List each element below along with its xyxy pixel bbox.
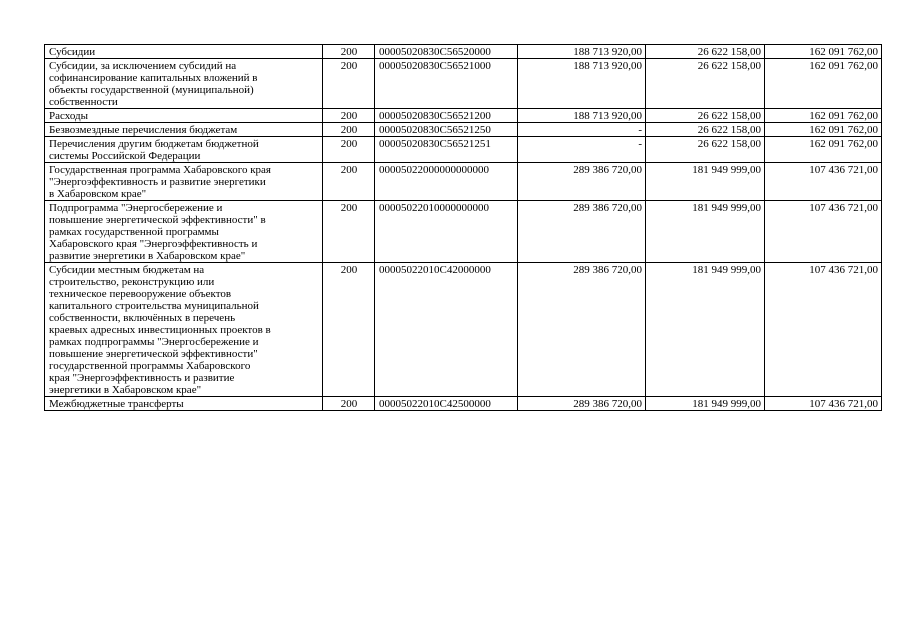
table-row	[45, 109, 882, 123]
line-code-cell	[323, 201, 375, 263]
line-code-cell	[323, 123, 375, 137]
assigned-amount-text: 289 386 720,00	[573, 202, 642, 214]
line-code-cell	[323, 263, 375, 397]
line-code-text: 200	[340, 264, 358, 276]
executed-amount-cell	[646, 45, 765, 59]
remaining-amount-cell	[765, 45, 882, 59]
line-code-cell	[323, 163, 375, 201]
executed-amount-text: 181 949 999,00	[692, 264, 761, 276]
executed-amount-text: 26 622 158,00	[697, 124, 761, 136]
expense-name-text: Подпрограмма "Энергосбережение и повышение энергетической эффективности" в рамках государственной программы Хабаровского края "Энергоэффективность и развитие энергетики в Хабаровском крае"	[49, 202, 266, 262]
assigned-amount-cell	[518, 45, 646, 59]
remaining-amount-cell	[765, 123, 882, 137]
table-row	[45, 201, 882, 263]
line-code-text: 200	[340, 138, 358, 150]
table-row	[45, 263, 882, 397]
assigned-amount-text: 289 386 720,00	[573, 398, 642, 410]
line-code-text: 200	[340, 202, 358, 214]
remaining-amount-text: 162 091 762,00	[809, 110, 878, 122]
classification-code-cell	[375, 201, 518, 263]
remaining-amount-cell	[765, 201, 882, 263]
classification-code-cell	[375, 123, 518, 137]
line-code-text: 200	[340, 46, 358, 58]
line-code-text: 200	[340, 110, 358, 122]
classification-code-text: 00005020830С56521250	[379, 124, 491, 136]
expense-name-text: Расходы	[49, 110, 88, 122]
expense-name-cell	[45, 163, 323, 201]
executed-amount-cell	[646, 123, 765, 137]
classification-code-text: 00005022010С42500000	[379, 398, 491, 410]
classification-code-text: 00005020830С56521251	[379, 138, 491, 150]
executed-amount-text: 26 622 158,00	[697, 46, 761, 58]
expense-name-text: Субсидии местным бюджетам на строительство, реконструкцию или техническое перевооружение объектов капитального строительства муниципальной собственности, включённых в перечень краевых адресных инвестиционных проектов в рамках подпрограммы "Энергосбережение и повышение энергетической эффективности" государственной программы Хабаровского края "Энергоэффективность и развитие энергетики в Хабаровском крае"	[49, 264, 271, 396]
expense-name-text: Перечисления другим бюджетам бюджетной системы Российской Федерации	[49, 138, 259, 162]
table-row	[45, 137, 882, 163]
classification-code-cell	[375, 45, 518, 59]
remaining-amount-cell	[765, 137, 882, 163]
classification-code-cell	[375, 163, 518, 201]
classification-code-text: 00005020830С56521000	[379, 60, 491, 72]
expense-name-text: Межбюджетные трансферты	[49, 398, 184, 410]
expense-name-cell	[45, 263, 323, 397]
line-code-text: 200	[340, 398, 358, 410]
table-row	[45, 45, 882, 59]
expense-name-text: Субсидии, за исключением субсидий на софинансирование капитальных вложений в объекты государственной (муниципальной) собственности	[49, 60, 258, 108]
executed-amount-cell	[646, 201, 765, 263]
remaining-amount-cell	[765, 109, 882, 123]
remaining-amount-cell	[765, 263, 882, 397]
assigned-amount-text: -	[638, 124, 642, 136]
assigned-amount-cell	[518, 123, 646, 137]
assigned-amount-text: -	[638, 138, 642, 150]
classification-code-text: 00005020830С56521200	[379, 110, 491, 122]
remaining-amount-text: 162 091 762,00	[809, 124, 878, 136]
executed-amount-cell	[646, 59, 765, 109]
classification-code-text: 00005022000000000000	[379, 164, 489, 176]
assigned-amount-text: 188 713 920,00	[573, 60, 642, 72]
expense-name-text: Субсидии	[49, 46, 96, 58]
table-row	[45, 59, 882, 109]
assigned-amount-text: 289 386 720,00	[573, 164, 642, 176]
remaining-amount-cell	[765, 59, 882, 109]
assigned-amount-cell	[518, 137, 646, 163]
line-code-cell	[323, 137, 375, 163]
remaining-amount-text: 107 436 721,00	[809, 264, 878, 276]
assigned-amount-cell	[518, 397, 646, 411]
expense-name-cell	[45, 397, 323, 411]
line-code-text: 200	[340, 124, 358, 136]
executed-amount-text: 181 949 999,00	[692, 398, 761, 410]
expense-name-cell	[45, 137, 323, 163]
line-code-cell	[323, 59, 375, 109]
expense-name-cell	[45, 59, 323, 109]
remaining-amount-text: 107 436 721,00	[809, 202, 878, 214]
executed-amount-cell	[646, 137, 765, 163]
remaining-amount-text: 107 436 721,00	[809, 164, 878, 176]
remaining-amount-cell	[765, 397, 882, 411]
executed-amount-cell	[646, 397, 765, 411]
remaining-amount-text: 162 091 762,00	[809, 138, 878, 150]
executed-amount-text: 181 949 999,00	[692, 202, 761, 214]
remaining-amount-text: 162 091 762,00	[809, 46, 878, 58]
assigned-amount-cell	[518, 263, 646, 397]
assigned-amount-cell	[518, 201, 646, 263]
table-row	[45, 123, 882, 137]
executed-amount-cell	[646, 109, 765, 123]
assigned-amount-cell	[518, 109, 646, 123]
expense-name-text: Безвозмездные перечисления бюджетам	[49, 124, 238, 136]
classification-code-cell	[375, 109, 518, 123]
executed-amount-cell	[646, 263, 765, 397]
classification-code-cell	[375, 137, 518, 163]
classification-code-text: 00005020830С56520000	[379, 46, 491, 58]
assigned-amount-cell	[518, 163, 646, 201]
executed-amount-text: 181 949 999,00	[692, 164, 761, 176]
assigned-amount-text: 289 386 720,00	[573, 264, 642, 276]
executed-amount-text: 26 622 158,00	[697, 60, 761, 72]
remaining-amount-text: 162 091 762,00	[809, 60, 878, 72]
expense-name-cell	[45, 201, 323, 263]
table-row	[45, 163, 882, 201]
expense-name-cell	[45, 109, 323, 123]
assigned-amount-cell	[518, 59, 646, 109]
assigned-amount-text: 188 713 920,00	[573, 110, 642, 122]
line-code-cell	[323, 45, 375, 59]
classification-code-text: 00005022010000000000	[379, 202, 489, 214]
executed-amount-cell	[646, 163, 765, 201]
classification-code-text: 00005022010С42000000	[379, 264, 491, 276]
line-code-cell	[323, 109, 375, 123]
executed-amount-text: 26 622 158,00	[697, 110, 761, 122]
expense-name-text: Государственная программа Хабаровского края "Энергоэффективность и развитие энергетики в Хабаровском крае"	[49, 164, 271, 200]
expense-name-cell	[45, 123, 323, 137]
line-code-text: 200	[340, 164, 358, 176]
remaining-amount-cell	[765, 163, 882, 201]
table-row	[45, 397, 882, 411]
classification-code-cell	[375, 397, 518, 411]
table-body	[45, 45, 882, 411]
executed-amount-text: 26 622 158,00	[697, 138, 761, 150]
line-code-text: 200	[340, 60, 358, 72]
assigned-amount-text: 188 713 920,00	[573, 46, 642, 58]
line-code-cell	[323, 397, 375, 411]
expense-name-cell	[45, 45, 323, 59]
classification-code-cell	[375, 263, 518, 397]
remaining-amount-text: 107 436 721,00	[809, 398, 878, 410]
classification-code-cell	[375, 59, 518, 109]
budget-execution-table	[44, 44, 882, 411]
